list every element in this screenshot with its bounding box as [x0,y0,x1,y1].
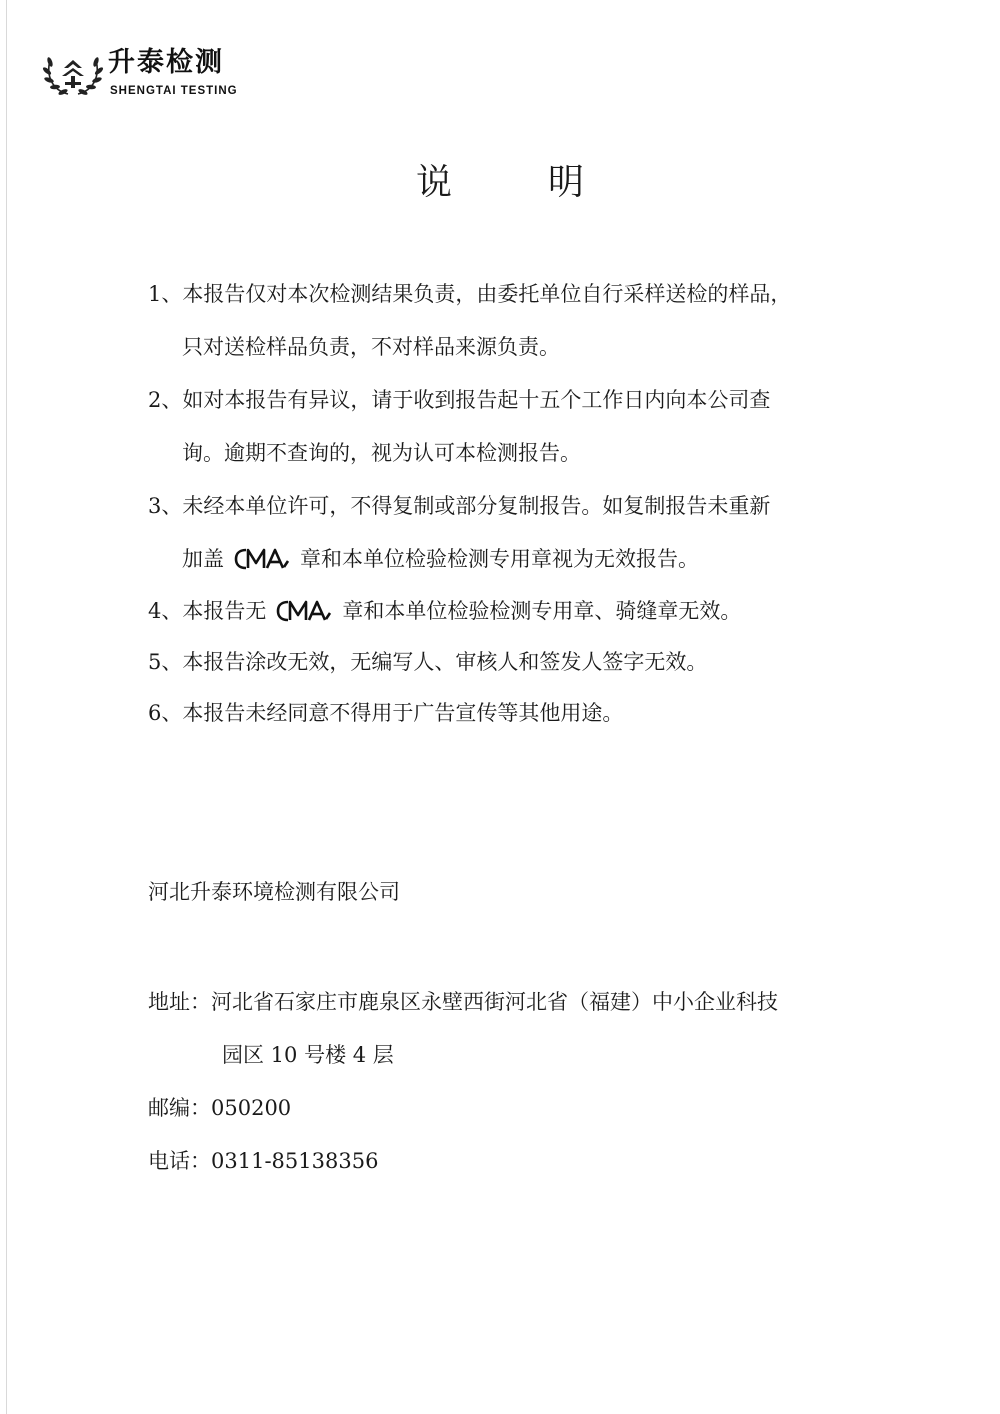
cma-mark-icon [234,547,290,571]
note-item-4 [148,586,868,637]
page-title [0,158,1000,208]
note-3-text-after-mark: 章和本单位检验检测专用章视为无效报告。 [300,547,699,571]
note-3-text-before-mark: 加盖 [182,547,224,571]
note-4-text-after-mark: 章和本单位检验检测专用章、骑缝章无效。 [342,599,742,623]
title-char-1: 说 [415,162,452,203]
note-item-1 [148,268,868,374]
logo-english-name: SHENGTAI TESTING [110,85,238,97]
cma-mark-icon [276,599,332,623]
note-1-line-2: 只对送检样品负责，不对样品来源负责。 [182,335,560,359]
page-edge-line [6,0,7,1414]
note-2-line-1: 2、如对本报告有异议，请于收到报告起十五个工作日内向本公司查 [148,388,771,412]
note-item-3 [148,480,868,586]
note-2-line-2: 询。逾期不查询的，视为认可本检测报告。 [182,441,581,465]
note-item-5 [148,637,868,688]
title-char-2: 明 [548,162,585,203]
note-5-line-1: 5、本报告涂改无效，无编写人、审核人和签发人签字无效。 [148,650,708,674]
phone-number: 电话：0311-85138356 [148,1149,379,1173]
note-4-line-1 [148,586,868,637]
note-3-line-2 [148,533,868,586]
postcode: 邮编：050200 [148,1096,292,1120]
note-item-2 [148,374,868,480]
address-line-2: 园区 10 号楼 4 层 [222,1043,394,1067]
company-name: 河北升泰环境检测有限公司 [148,880,400,904]
note-3-line-1: 3、未经本单位许可，不得复制或部分复制报告。如复制报告未重新 [148,494,771,518]
notes-list [148,268,868,739]
logo-chinese-name: 升泰检测 [108,47,224,78]
laurel-emblem-icon [38,46,108,104]
note-4-text-before-mark: 4、本报告无 [148,599,267,623]
contact-block [148,980,868,1192]
address-line-1: 地址：河北省石家庄市鹿泉区永壁西街河北省（福建）中小企业科技 [148,990,778,1014]
note-item-6 [148,688,868,739]
note-1-line-1: 1、本报告仅对本次检测结果负责，由委托单位自行采样送检的样品， [148,282,792,306]
company-logo [38,46,278,104]
note-6-line-1: 6、本报告未经同意不得用于广告宣传等其他用途。 [148,701,624,725]
